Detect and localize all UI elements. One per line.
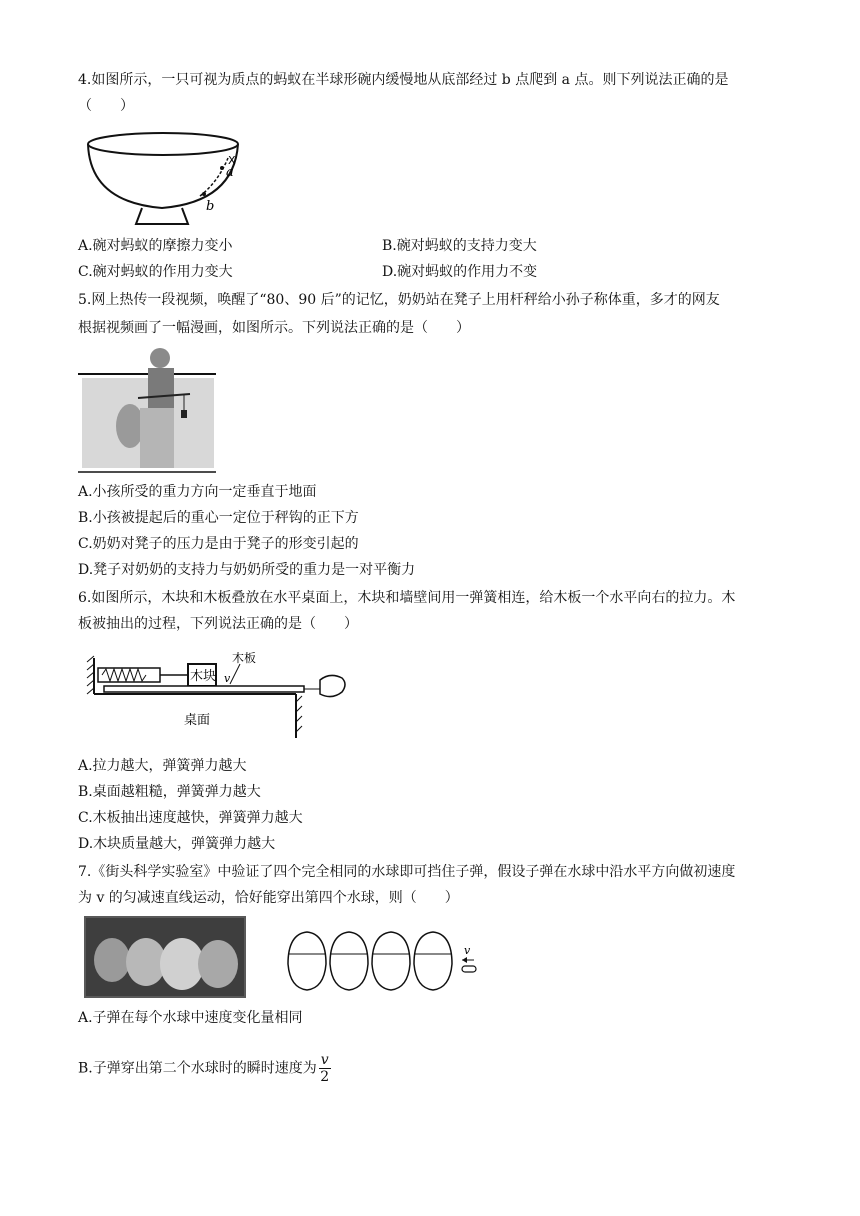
q6-stem-line1: 6.如图所示，木块和木板叠放在水平桌面上，木块和墙壁间用一弹簧相连，给木板一个水平向右的拉力。木 <box>78 590 736 606</box>
child-body <box>116 404 144 448</box>
q5-stem-line1: 5.网上热传一段视频，唤醒了“80、90 后”的记忆，奶奶站在凳子上用杆秤给小孙子称体重，多才的网友 <box>78 292 720 308</box>
q7-option-a: A.子弹在每个水球中速度变化量相同 <box>78 1010 303 1026</box>
fraction-numerator: v <box>320 1052 329 1068</box>
bowl-ant-figure <box>82 124 252 228</box>
q6-option-b: B.桌面越粗糙，弹簧弹力越大 <box>78 784 261 800</box>
bullet-velocity-label: v <box>464 944 471 957</box>
spring <box>98 668 160 682</box>
board-label: 木板 <box>232 652 257 665</box>
label-a: a <box>226 165 234 180</box>
q7-option-b-text: B.子弹穿出第二个水球时的瞬时速度为 <box>78 1060 317 1077</box>
q6-option-a: A.拉力越大，弹簧弹力越大 <box>78 758 247 774</box>
steelyard-weight <box>181 410 187 418</box>
steelyard-cartoon-figure <box>78 344 216 474</box>
bowl-rim <box>88 133 238 155</box>
bowl-base <box>136 208 188 224</box>
stool <box>140 408 174 468</box>
q5-option-a: A.小孩所受的重力方向一定垂直于地面 <box>78 484 317 500</box>
board <box>104 686 304 692</box>
q4-stem-line2: （ ） <box>78 98 134 114</box>
q5-option-b: B.小孩被提起后的重心一定位于秤钩的正下方 <box>78 510 359 526</box>
q6-option-d: D.木块质量越大，弹簧弹力越大 <box>78 836 276 852</box>
q4-option-b: B.碗对蚂蚁的支持力变大 <box>382 238 537 254</box>
table-label: 桌面 <box>184 713 211 728</box>
block-label: 木块 <box>190 669 217 684</box>
q5-option-d: D.凳子对奶奶的支持力与奶奶所受的重力是一对平衡力 <box>78 562 416 578</box>
q6-stem-line2: 板被抽出的过程，下列说法正确的是（ ） <box>78 616 358 632</box>
q7-option-b <box>78 1052 331 1085</box>
q5-stem-line2: 根据视频画了一幅漫画，如图所示。下列说法正确的是（ ） <box>78 320 470 336</box>
grandma-body <box>148 368 174 408</box>
label-b: b <box>206 199 215 214</box>
label-x: X <box>228 154 236 167</box>
grandma-head <box>150 348 170 368</box>
hand <box>320 675 345 696</box>
velocity-label: v <box>224 672 231 685</box>
water-balloon-photo <box>84 916 246 998</box>
q6-option-c: C.木板抽出速度越快，弹簧弹力越大 <box>78 810 303 826</box>
bowl-outline <box>88 144 238 208</box>
q5-option-c: C.奶奶对凳子的压力是由于凳子的形变引起的 <box>78 536 359 552</box>
point-a <box>220 166 224 170</box>
fraction-denominator: 2 <box>320 1069 330 1085</box>
q4-option-c: C.碗对蚂蚁的作用力变大 <box>78 264 233 280</box>
q4-option-a: A.碗对蚂蚁的摩擦力变小 <box>78 238 233 254</box>
q4-stem-line1: 4.如图所示，一只可视为质点的蚂蚁在半球形碗内缓慢地从底部经过 b 点爬到 a 点。则下列说法正确的是 <box>78 72 729 88</box>
q4-option-d: D.碗对蚂蚁的作用力不变 <box>382 264 538 280</box>
point-b <box>202 192 206 196</box>
spring-block-board-figure <box>84 652 354 740</box>
water-balloon-diagram <box>284 930 484 992</box>
bullet <box>462 966 476 972</box>
q7-stem-line1: 7.《街头科学实验室》中验证了四个完全相同的水球即可挡住子弹，假设子弹在水球中沿水平方向做初速度 <box>78 864 736 880</box>
q7-stem-line2: 为 v 的匀减速直线运动，恰好能穿出第四个水球，则（ ） <box>78 890 459 906</box>
fraction-v-over-2 <box>319 1052 331 1085</box>
